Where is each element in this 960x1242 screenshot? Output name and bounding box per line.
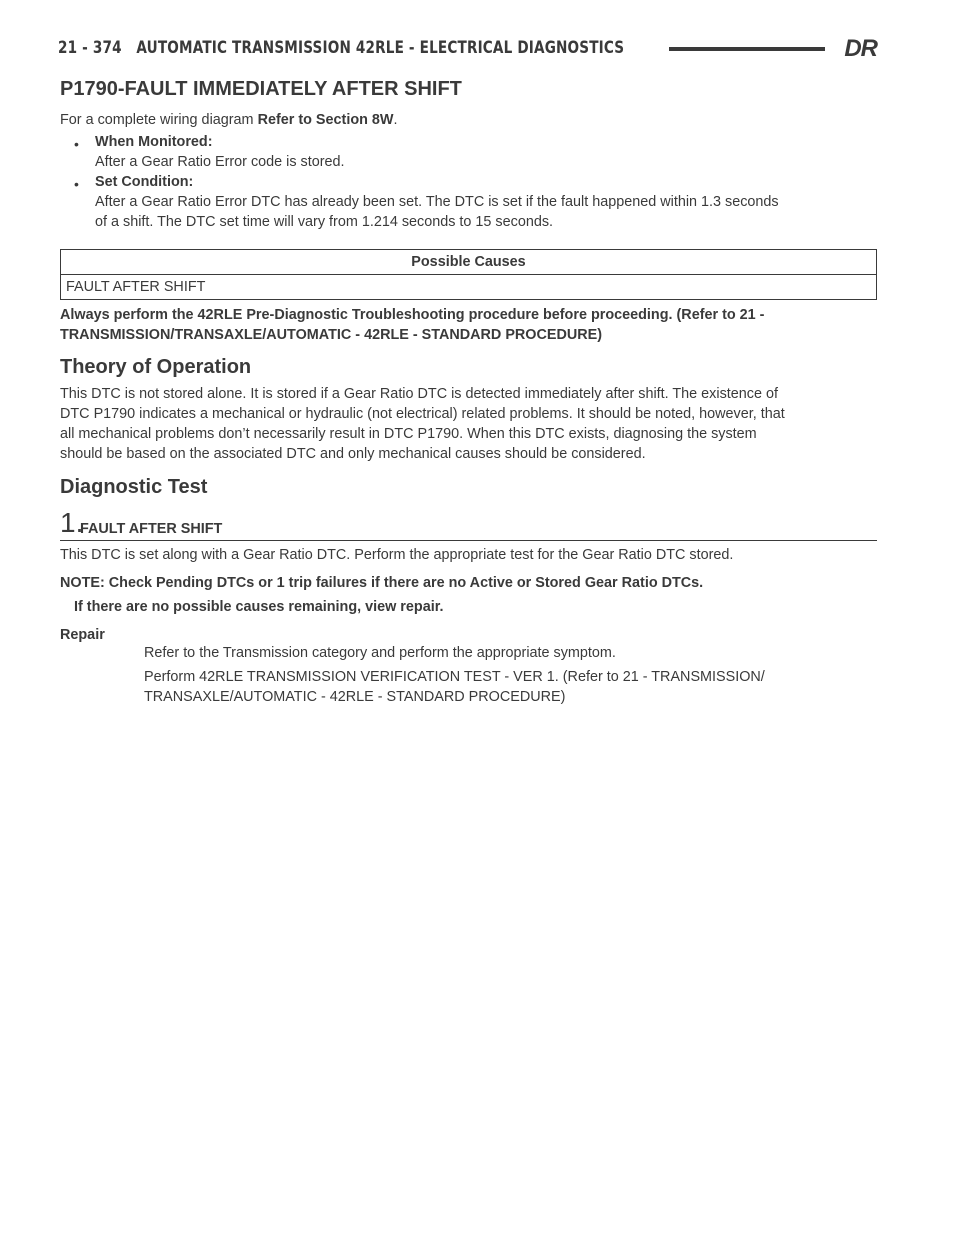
set-condition-label: Set Condition: [95, 174, 194, 190]
set-condition-item [95, 172, 877, 232]
theory-heading: Theory of Operation [60, 356, 252, 378]
pre-diagnostic-note [60, 305, 877, 345]
pre-diagnostic-line: TRANSMISSION/TRANSAXLE/AUTOMATIC - 42RLE - STANDARD PROCEDURE) [60, 327, 603, 343]
when-monitored-label: When Monitored: [95, 134, 213, 150]
possible-causes-header: Possible Causes [61, 250, 877, 275]
no-causes-remaining: If there are no possible causes remaining, view repair. [74, 599, 444, 615]
bullet-icon: • [74, 136, 79, 152]
step-title: FAULT AFTER SHIFT [80, 521, 223, 537]
section-8w-link[interactable]: Refer to Section 8W [257, 112, 394, 128]
repair-label: Repair [60, 627, 105, 643]
diagnostic-heading: Diagnostic Test [60, 476, 208, 498]
when-monitored-text: After a Gear Ratio Error code is stored. [95, 154, 345, 170]
pre-diagnostic-line: Always perform the 42RLE Pre-Diagnostic Troubleshooting procedure before proceeding. (Refer to 21 - [60, 307, 765, 323]
test-step-header [60, 507, 877, 541]
step-note: NOTE: Check Pending DTCs or 1 trip failures if there are no Active or Stored Gear Ratio DTCs. [60, 575, 704, 591]
wiring-intro [60, 110, 877, 130]
verification-line: Perform 42RLE TRANSMISSION VERIFICATION TEST - VER 1. (Refer to 21 - TRANSMISSION/ [144, 669, 765, 685]
possible-causes-table [60, 249, 877, 300]
set-condition-line: After a Gear Ratio Error DTC has already been set. The DTC is set if the fault happened within 1.3 seconds [95, 194, 779, 210]
repair-text: Refer to the Transmission category and perform the appropriate symptom. [144, 645, 616, 661]
verification-line: TRANSAXLE/AUTOMATIC - 42RLE - STANDARD PROCEDURE) [144, 689, 566, 705]
wiring-intro-text: For a complete wiring diagram [60, 112, 258, 128]
set-condition-line: of a shift. The DTC set time will vary from 1.214 seconds to 15 seconds. [95, 214, 554, 230]
theory-paragraph [60, 384, 877, 464]
theory-line: all mechanical problems don’t necessarily result in DTC P1790. When this DTC exists, diagnosing the system [60, 426, 757, 442]
header-rule [669, 47, 825, 51]
theory-line: should be based on the associated DTC and only mechanical causes should be considered. [60, 446, 646, 462]
step-number: 1. [60, 507, 84, 538]
when-monitored-item [95, 132, 877, 172]
dr-logo: DR [844, 35, 877, 62]
page-reference: 21 - 374 [58, 38, 122, 58]
verification-instruction [144, 667, 877, 707]
step-instruction: This DTC is set along with a Gear Ratio DTC. Perform the appropriate test for the Gear Ratio DTC stored. [60, 547, 734, 563]
theory-line: DTC P1790 indicates a mechanical or hydraulic (not electrical) related problems. It should be noted, however, that [60, 406, 785, 422]
header-text [58, 38, 624, 58]
bullet-icon: • [74, 176, 79, 192]
wiring-intro-suffix: . [393, 112, 398, 128]
section-title: AUTOMATIC TRANSMISSION 42RLE - ELECTRICAL DIAGNOSTICS [136, 38, 625, 58]
possible-cause-row: FAULT AFTER SHIFT [61, 275, 877, 300]
page-title: P1790-FAULT IMMEDIATELY AFTER SHIFT [60, 78, 462, 100]
page-header [58, 35, 877, 68]
theory-line: This DTC is not stored alone. It is stored if a Gear Ratio DTC is detected immediately after shift. The existence of [60, 386, 778, 402]
